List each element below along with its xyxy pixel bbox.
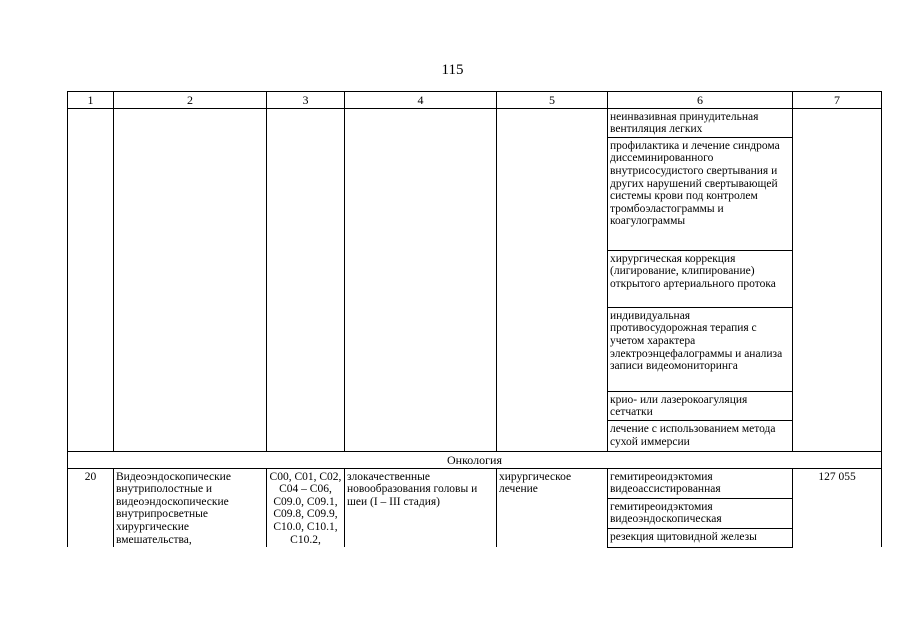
row-name: Видеоэндоскопические внутриполостные и видеоэндоскопические внутрипросветные хирургические вмешательства, [114, 468, 267, 547]
method-cell: крио- или лазерокоагуляция сетчатки [608, 391, 793, 420]
header-col-6: 6 [608, 92, 793, 109]
header-row [68, 92, 882, 109]
method-cell: лечение с использованием метода сухой иммерсии [608, 420, 793, 451]
section-title: Онкология [68, 451, 882, 468]
header-col-4: 4 [345, 92, 497, 109]
method-cell: индивидуальная противосудорожная терапия с учетом характера электроэнцефалограммы и анализа записи видеомониторинга [608, 307, 793, 391]
row-number: 20 [68, 468, 114, 547]
header-col-1: 1 [68, 92, 114, 109]
cont-col-2 [114, 108, 267, 451]
header-col-7: 7 [793, 92, 882, 109]
header-col-3: 3 [267, 92, 345, 109]
header-col-2: 2 [114, 92, 267, 109]
section-row [68, 451, 882, 468]
cont-col-1 [68, 108, 114, 451]
row-treatment: хирургическое лечение [497, 468, 608, 547]
header-col-5: 5 [497, 92, 608, 109]
row-model: злокачественные новообразования головы и шеи (I – III стадия) [345, 468, 497, 547]
continued-row [68, 108, 882, 137]
page-number: 115 [441, 62, 464, 78]
method-cell: гемитиреоидэктомия видеоассистированная [608, 468, 793, 498]
method-cell: хирургическая коррекция (лигирование, клипирование) открытого артериального протока [608, 250, 793, 307]
row-codes: C00, C01, C02, C04 – C06, C09.0, C09.1, C09.8, C09.9, C10.0, C10.1, C10.2, [267, 468, 345, 547]
medical-care-table [67, 91, 882, 548]
method-cell: профилактика и лечение синдрома диссеминированного внутрисосудистого свертывания и других нарушений свертывающей системы крови под контролем тромбоэластограммы и коагулограммы [608, 137, 793, 250]
cont-col-7 [793, 108, 882, 451]
row-cost: 127 055 [793, 468, 882, 547]
cont-col-3 [267, 108, 345, 451]
method-cell: резекция щитовидной железы [608, 528, 793, 547]
method-cell: гемитиреоидэктомия видеоэндоскопическая [608, 498, 793, 528]
cont-col-4 [345, 108, 497, 451]
cont-col-5 [497, 108, 608, 451]
table-row [68, 468, 882, 498]
method-cell: неинвазивная принудительная вентиляция легких [608, 108, 793, 137]
